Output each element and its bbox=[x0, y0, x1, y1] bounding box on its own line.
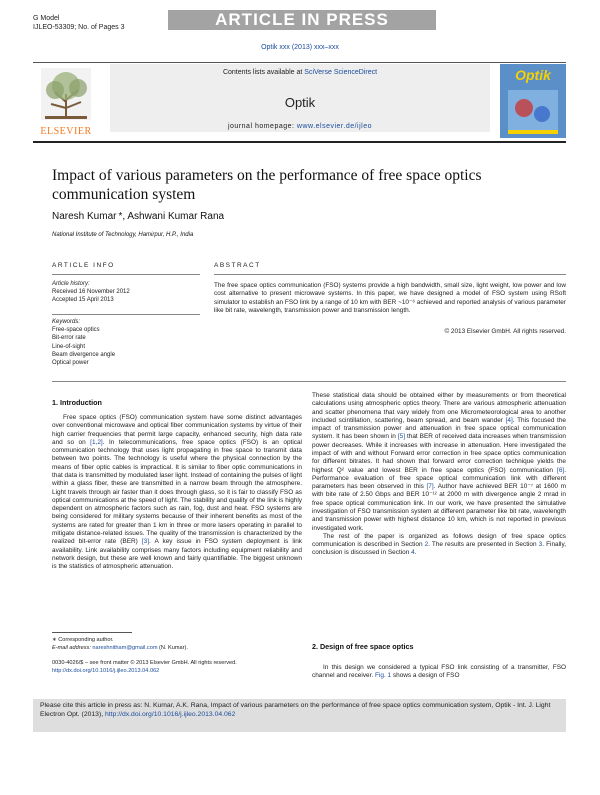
corresponding-author: ∗ Corresponding author. bbox=[52, 637, 114, 643]
text-run: . Finally, conclusion is discussed in Section bbox=[312, 541, 566, 557]
text-run: Free space optics (FSO) communication system have some distinct advantages over conventional microwave and optical fiber communication systems by virtue of their high carrier frequencies that permit large capacity, enhanced security, high data rate and so on bbox=[52, 414, 302, 446]
left-column bbox=[52, 414, 302, 571]
citation-text bbox=[40, 701, 560, 719]
header-rule bbox=[33, 141, 566, 143]
received-date: Received 16 November 2012 bbox=[52, 289, 130, 296]
citation-link[interactable]: [7] bbox=[426, 483, 434, 491]
abstract-rule bbox=[214, 274, 566, 275]
email-suffix: (N. Kumar). bbox=[157, 644, 188, 651]
citation-link[interactable]: [1,2] bbox=[90, 438, 103, 446]
article-code: IJLEO-53309; bbox=[33, 24, 77, 31]
text-run: . Performance evaluation of free space optical communication link with different parameters has been observed in this bbox=[312, 466, 566, 491]
copyright: © 2013 Elsevier GmbH. All rights reserved. bbox=[444, 328, 566, 335]
text-run: . bbox=[414, 549, 417, 557]
citation-link[interactable]: [6] bbox=[557, 466, 565, 474]
keyword-item: Bit-error rate bbox=[52, 335, 86, 342]
text-run: . This focused the impact of transmission power and attenuation in free space optical communication system. It has been shown in bbox=[312, 416, 567, 441]
article-meta bbox=[33, 14, 124, 32]
footnote-rule bbox=[52, 632, 132, 633]
section-link[interactable]: 2 bbox=[424, 541, 429, 549]
article-info-rule bbox=[52, 274, 200, 275]
contents-line bbox=[110, 69, 490, 76]
email-link[interactable]: nareshnitham@gmail.com bbox=[92, 644, 158, 651]
authors: Naresh Kumar *, Ashwani Kumar Rana bbox=[52, 211, 225, 222]
affiliation: National Institute of Technology, Hamirpur, H.P., India bbox=[52, 232, 194, 238]
section-link[interactable]: 3 bbox=[538, 541, 543, 549]
history-rule bbox=[52, 314, 200, 315]
journal-ref[interactable]: Optik xxx (2013) xxx–xxx bbox=[261, 44, 339, 51]
abstract-text: The free space optics communication (FSO) systems provide a high bandwidth, small size, light weight, low power and low cost alternative to present microwave systems. In this paper, we have designed a model of FSO system using RSoft simulator to establish an FSO link by a range of 10 km with BER ~10⁻⁶ achieved and reported analysis of various parameter like bit rate, wavelength, transmission power and transmission length. bbox=[214, 282, 566, 314]
article-history bbox=[52, 280, 130, 305]
keywords-block bbox=[52, 318, 115, 367]
contents-prefix: Contents lists available at bbox=[222, 69, 305, 76]
text-run: that BER of received data increases when transmission power decreases. While it increases with increase in attenuation. Here investigated the impact of with and without Forward error correction in free space optics communication for different bitrates. It had shown that forward error correction technique yields the highest Q² value and lowest BER in free space optics (FSO) communication bbox=[312, 433, 566, 474]
footnote bbox=[52, 637, 188, 652]
section-1-heading: 1. Introduction bbox=[52, 398, 102, 407]
cover-graphic bbox=[500, 64, 566, 138]
article-in-press-banner: ARTICLE IN PRESS bbox=[168, 10, 436, 30]
history-label: Article history: bbox=[52, 281, 90, 287]
text-run: These statistical data should be obtained either by measurements or from theoretical calculations using atmospheric optics theory. There are various atmospheric attenuation and scatter phenomena that vary widely from one Micrometeorological area to another included scintillation, scattering, beam spread, and beam wander bbox=[312, 392, 566, 424]
gmodel-label: G Model bbox=[33, 15, 60, 22]
citation-link[interactable]: [4] bbox=[505, 416, 513, 424]
article-title: Impact of various parameters on the performance of free space optics communication system bbox=[52, 167, 482, 203]
text-run: The rest of the paper is organized as follows design of free space optics communication is described in Section bbox=[312, 532, 566, 549]
intro-paragraph-continued bbox=[312, 392, 566, 533]
front-matter-rule bbox=[52, 381, 566, 382]
right-column bbox=[312, 392, 566, 558]
keywords-label: Keywords: bbox=[52, 319, 81, 325]
citation-body: Please cite this article in press as: N. Kumar, A.K. Rana, Impact of various parameters on the performance of free space optics communication system, Optik - Int. J. Light Electron Opt. (2013), bbox=[40, 702, 551, 718]
section-2-text bbox=[312, 664, 566, 681]
cover-title: Optik bbox=[515, 67, 551, 83]
publisher-name: ELSEVIER bbox=[40, 126, 92, 137]
citation-link[interactable]: [5] bbox=[397, 433, 406, 441]
homepage-line bbox=[110, 123, 490, 130]
intro-paragraph bbox=[52, 414, 302, 571]
accepted-date: Accepted 15 April 2013 bbox=[52, 297, 114, 304]
citation-link[interactable]: [3] bbox=[141, 538, 150, 546]
homepage-link[interactable]: www.elsevier.de/ijleo bbox=[296, 123, 373, 130]
issn-block bbox=[52, 660, 237, 675]
journal-name: Optik bbox=[284, 95, 316, 110]
article-info-heading: ARTICLE INFO bbox=[52, 262, 115, 269]
elsevier-tree-logo bbox=[33, 64, 99, 134]
section-2-heading: 2. Design of free space optics bbox=[312, 642, 414, 651]
text-run: . Author have achieved BER 10⁻⁷ at 1600 m with bite rate of 2.50 Gbps and BER 10⁻¹² at 2000 m with divergence angle 2 mrad in free space optical communication link. In our work, we have presented the simulative investigation of FSO transmission system at different parameter like bit rate, wavelength and transmission power with highest distance 10 km, which is not reported in previous investigated work. bbox=[312, 483, 566, 532]
journal-cover-thumbnail bbox=[500, 64, 566, 138]
keyword-item: Optical power bbox=[52, 360, 89, 367]
abstract-heading: ABSTRACT bbox=[214, 262, 261, 269]
text-run: shows a design of FSO bbox=[391, 672, 460, 680]
homepage-prefix: journal homepage: bbox=[227, 123, 297, 130]
text-run: In this design we considered a typical FSO link consisting of a transmitter, FSO channel and receiver. bbox=[312, 664, 566, 680]
keyword-item: Free-space optics bbox=[52, 327, 100, 334]
design-paragraph bbox=[312, 664, 566, 681]
text-run: . In telecommunications, free space optics (FSO) is an optical communication technology that uses light propagating in free space to transmit data between two points. The technology is useful where the physical connection by the means of fiber optic cables is impractical. It is similar to fiber optic communications in that data is transmitted by modulated laser light. Instead of containing the pulses of light within a glass fiber, these are transmitted in a narrow beam through the atmosphere. Light travels through air faster than it does through glass, so it is fair to classify FSO as optical communications at the speed of light. The stability and quality of the link is highly dependent on atmospheric factors such as rain, fog, dust and heat. FSO systems are being considered for military systems because of their inherent benefits as most of the systems are rated for greater than 1 km in three or more lasers operating in parallel to mitigate distance-related issues. The quality of the transmission is characterized by the realized bit-error rate (BER) bbox=[52, 438, 303, 546]
figure-link[interactable]: Fig. 1 bbox=[375, 672, 392, 680]
page-count: No. of Pages 3 bbox=[78, 24, 125, 31]
doi-link[interactable]: http://dx.doi.org/10.1016/j.ijleo.2013.04.062 bbox=[52, 667, 160, 674]
section-link[interactable]: 4 bbox=[411, 549, 415, 557]
sciencedirect-link[interactable]: SciVerse ScienceDirect bbox=[304, 69, 378, 76]
keyword-item: Line-of-sight bbox=[52, 343, 86, 350]
organization-paragraph bbox=[312, 533, 566, 558]
text-run: . The results are presented in Section bbox=[428, 541, 539, 549]
issn-line: 0030-4026/$ – see front matter © 2013 Elsevier GmbH. All rights reserved. bbox=[52, 660, 237, 666]
text-run: . A key issue in FSO system deployment is link availability. Link availability comprises many factors including equipment reliability and network design, but these are well known and fairly quantifiable. The biggest unknown is the statistics of atmospheric attenuation. bbox=[52, 538, 303, 571]
citation-doi-link[interactable]: http://dx.doi.org/10.1016/j.ijleo.2013.04.062 bbox=[104, 711, 236, 718]
email-label: E-mail address: bbox=[52, 644, 93, 651]
keyword-item: Beam divergence angle bbox=[52, 351, 116, 358]
